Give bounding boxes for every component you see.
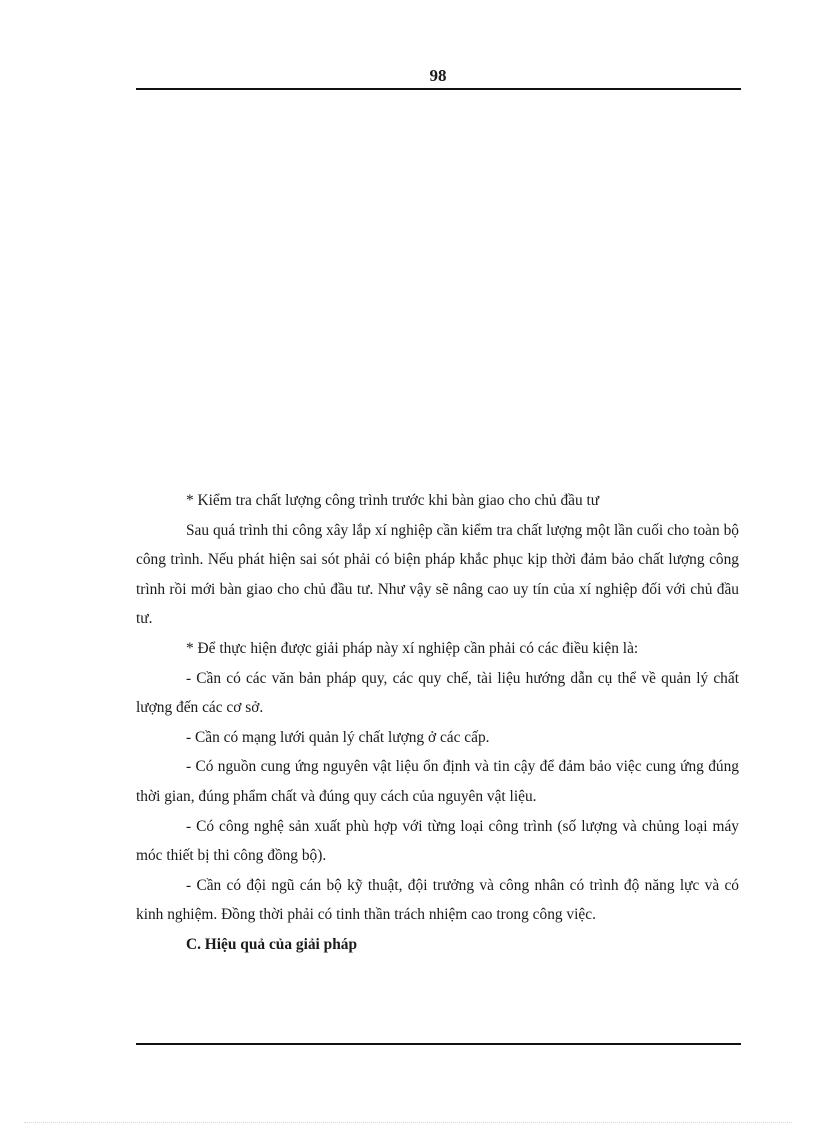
section-heading: C. Hiệu quả của giải pháp: [186, 935, 358, 953]
paragraph-staff: - Cần có đội ngũ cán bộ kỹ thuật, đội trưởng và công nhân có trình độ năng lực và có kinh nghiệm. Đồng thời phải có tinh thần trách nhiệm cao trong công việc.: [136, 876, 739, 924]
paragraph-network: - Cần có mạng lưới quản lý chất lượng ở các cấp.: [186, 728, 490, 746]
paragraph-regulations: - Cần có các văn bản pháp quy, các quy chế, tài liệu hướng dẫn cụ thể về quản lý chất lượng đến các cơ sở.: [136, 669, 739, 717]
paragraph-quality-check: * Kiểm tra chất lượng công trình trước khi bàn giao cho chủ đầu tư: [186, 492, 600, 509]
header-rule: [136, 88, 741, 90]
paragraph-materials: - Có nguồn cung ứng nguyên vật liệu ổn định và tin cậy để đảm bảo việc cung ứng đúng thời gian, đúng phẩm chất và đúng quy cách của nguyên vật liệu.: [136, 758, 739, 805]
paragraph-conditions-intro: * Để thực hiện được giải pháp này xí nghiệp cần phải có các điều kiện là:: [186, 639, 639, 657]
paragraph-technology: - Có công nghệ sản xuất phù hợp với từng loại công trình (số lượng và chủng loại máy móc thiết bị thi công đồng bộ).: [136, 817, 739, 865]
paragraph-final-inspection: Sau quá trình thi công xây lắp xí nghiệp cần kiểm tra chất lượng một lần cuối cho toàn bộ công trình. Nếu phát hiện sai sót phải có biện pháp khắc phục kịp thời đảm bảo chất lượng công trình rồi mới bàn giao cho chủ đầu tư. Như vậy sẽ nâng cao uy tín của xí nghiệp đối với chủ đầu tư.: [136, 521, 739, 628]
page-number: 98: [429, 66, 447, 85]
body-text: [136, 486, 739, 960]
footer-rule: [136, 1043, 741, 1045]
